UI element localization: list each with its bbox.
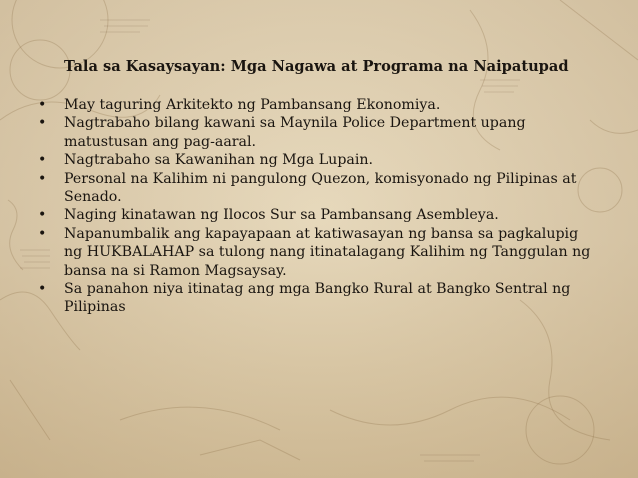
bullet-text: Personal na Kalihim ni pangulong Quezon, komisyonado ng Pilipinas at Senado. (64, 170, 577, 206)
bullet-text: Sa panahon niya itinatag ang mga Bangko Rural at Bangko Sentral ng Pilipinas (64, 281, 571, 316)
bullet-marker: • (38, 281, 47, 298)
bullet-text: Nagtrabaho sa Kawanihan ng Mga Lupain. (64, 152, 374, 169)
slide-title: Tala sa Kasaysayan: Mga Nagawa at Programa na Naipatupad (64, 58, 569, 75)
bullet-item (38, 114, 598, 151)
bullet-marker: • (38, 97, 47, 113)
bullet-marker: • (38, 225, 47, 242)
bullet-item (38, 170, 598, 207)
bullet-text: Naging kinatawan ng Ilocos Sur sa Pambansang Asembleya. (64, 207, 499, 224)
bullet-text: May taguring Arkitekto ng Pambansang Ekonomiya. (64, 97, 441, 113)
bullet-marker: • (38, 170, 47, 187)
bullet-item (38, 280, 598, 317)
bullet-marker: • (38, 152, 47, 169)
bullet-item (38, 96, 598, 114)
bullet-list (38, 96, 598, 317)
bullet-marker: • (38, 207, 47, 224)
bullet-item (38, 206, 598, 224)
bullet-text: Napanumbalik ang kapayapaan at katiwasayan ng bansa sa pagkalupig ng HUKBALAHAP sa tulong nang itinatalagang Kalihim ng Tanggulan ng bansa na si Ramon Magsaysay. (64, 225, 591, 279)
bullet-marker: • (38, 115, 47, 132)
bullet-item (38, 151, 598, 169)
bullet-text: Nagtrabaho bilang kawani sa Maynila Police Department upang matustusan ang pag-aaral. (64, 115, 526, 150)
bullet-item (38, 225, 598, 280)
